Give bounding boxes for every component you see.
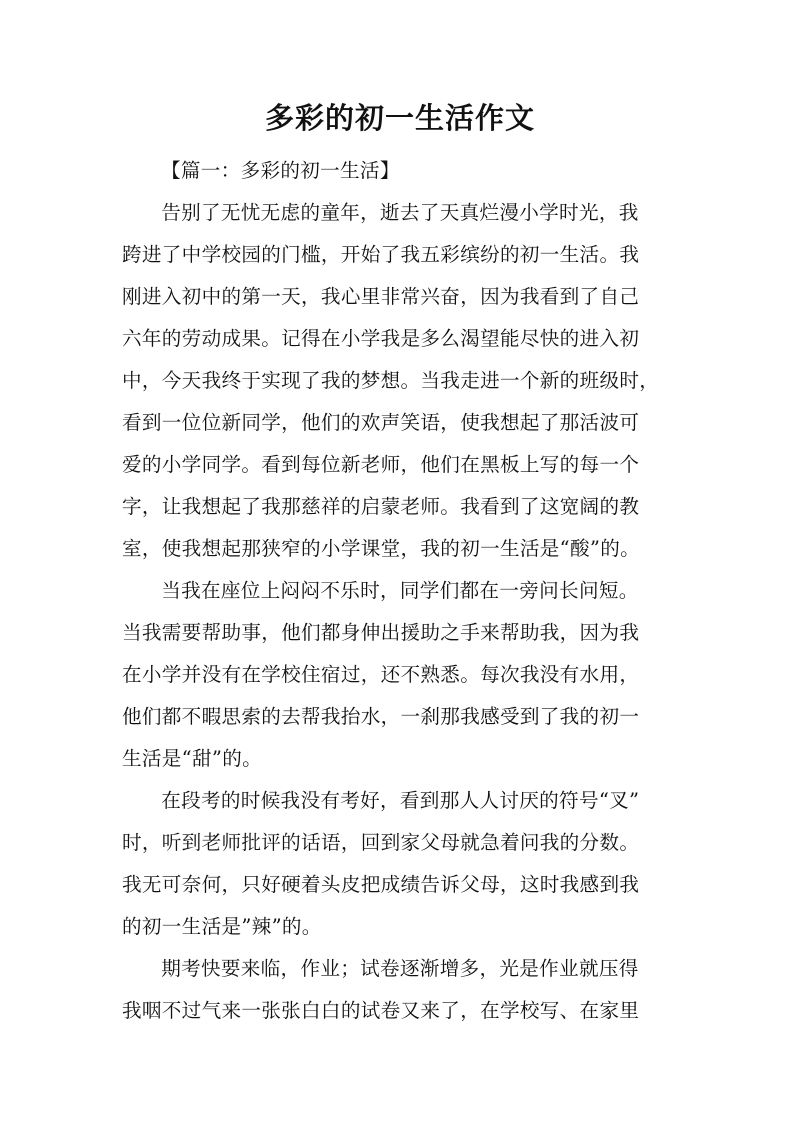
text-line: 当我需要帮助事，他们都身伸出援助之手来帮助我，因为我 bbox=[122, 621, 640, 644]
text-line: 他们都不暇思索的去帮我抬水，一刹那我感受到了我的初一 bbox=[122, 705, 640, 728]
paragraph-3 bbox=[122, 780, 682, 948]
text-line: 字，让我想起了我那慈祥的启蒙老师。我看到了这宽阔的教 bbox=[122, 495, 640, 518]
text-line: 我咽不过气来一张张白白的试卷又来了，在学校写、在家里 bbox=[122, 999, 640, 1022]
document-body bbox=[122, 150, 682, 1032]
paragraph-1 bbox=[122, 192, 682, 570]
document-title: 多彩的初一生活作文 bbox=[264, 101, 535, 135]
section-heading: 【篇一：多彩的初一生活】 bbox=[161, 159, 400, 182]
text-line: 六年的劳动成果。记得在小学我是多么渴望能尽快的进入初 bbox=[122, 327, 640, 350]
text-line: 爱的小学同学。看到每位新老师，他们在黑板上写的每一个 bbox=[122, 453, 640, 476]
text-line: 当我在座位上闷闷不乐时，同学们都在一旁问长问短。 bbox=[161, 579, 639, 602]
text-line: 在小学并没有在学校住宿过，还不熟悉。每次我没有水用， bbox=[122, 663, 640, 686]
text-line: 期考快要来临，作业；试卷逐渐增多，光是作业就压得 bbox=[161, 957, 639, 980]
text-line: 在段考的时候我没有考好，看到那人人讨厌的符号“叉” bbox=[161, 789, 640, 812]
text-line: 中，今天我终于实现了我的梦想。当我走进一个新的班级时， bbox=[122, 369, 660, 392]
paragraph-4 bbox=[122, 948, 682, 1032]
text-line: 我无可奈何，只好硬着头皮把成绩告诉父母，这时我感到我 bbox=[122, 873, 640, 896]
text-line: 刚进入初中的第一天，我心里非常兴奋，因为我看到了自己 bbox=[122, 285, 640, 308]
text-line: 看到一位位新同学，他们的欢声笑语，使我想起了那活波可 bbox=[122, 411, 640, 434]
text-line: 告别了无忧无虑的童年，逝去了天真烂漫小学时光，我 bbox=[161, 201, 639, 224]
text-line: 时，听到老师批评的话语，回到家父母就急着问我的分数。 bbox=[122, 831, 640, 854]
text-line: 生活是“甜”的。 bbox=[122, 747, 262, 770]
text-line: 的初一生活是”辣”的。 bbox=[122, 915, 322, 938]
text-line: 室，使我想起那狭窄的小学课堂，我的初一生活是“酸”的。 bbox=[122, 537, 640, 560]
paragraph-2 bbox=[122, 570, 682, 780]
text-line: 跨进了中学校园的门槛，开始了我五彩缤纷的初一生活。我 bbox=[122, 243, 640, 266]
